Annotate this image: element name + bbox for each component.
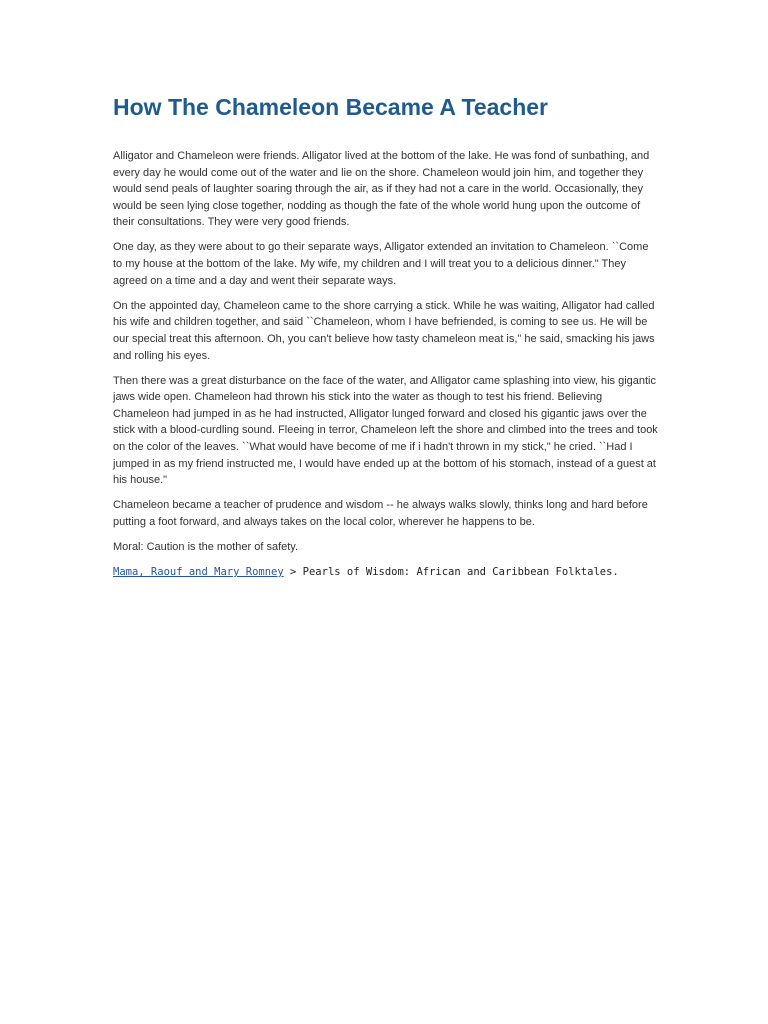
author-link[interactable]: Mama, Raouf and Mary Romney (113, 566, 284, 579)
article (113, 92, 658, 580)
paragraph-4: Then there was a great disturbance on the face of the water, and Alligator came splashing into view, his gigantic jaws wide open. Chameleon had thrown his stick into the water as though to test his friend. Believing Chameleon had jumped in as he had instructed, Alligator lunged forward and closed his gigantic jaws over the stick with a blood-curdling sound. Fleeing in terror, Chameleon left the shore and climbed into the trees and took on the color of the leaves. ``What would have become of me if i hadn't thrown in my stick," he cried. ``Had I jumped in as my friend instructed me, I would have ended up at the bottom of his stomach, instead of a guest at his house." (113, 374, 658, 487)
paragraph-3: On the appointed day, Chameleon came to the shore carrying a stick. While he was waiting, Alligator had called his wife and children together, and said ``Chameleon, whom I have befriended, is coming to see us. He will be our special treat this afternoon. Oh, you can't believe how tasty chameleon meat is," he said, smacking his jaws and rolling his eyes. (113, 299, 655, 362)
paragraph-2: One day, as they were about to go their separate ways, Alligator extended an invitation to Chameleon. ``Come to my house at the bottom of the lake. My wife, my children and I will treat you to a delicious dinner." They agreed on a time and a day and went their separate ways. (113, 241, 649, 287)
paragraph-1: Alligator and Chameleon were friends. Alligator lived at the bottom of the lake. He was fond of sunbathing, and every day he would come out of the water and lie on the shore. Chameleon would join him, and together they would send peals of laughter soaring through the air, as if they had not a care in the world. Occasionally, they would be seen lying close together, nodding as though the fate of the whole world hung upon the outcome of their consultations. They were very good friends. (113, 150, 650, 229)
source-title: > Pearls of Wisdom: African and Caribbean Folktales. (283, 566, 619, 579)
moral: Moral: Caution is the mother of safety. (113, 540, 299, 553)
source-citation (113, 564, 658, 580)
article-title: How The Chameleon Became A Teacher (113, 94, 549, 120)
paragraph-5: Chameleon became a teacher of prudence and wisdom -- he always walks slowly, thinks long and hard before putting a foot forward, and always takes on the local color, wherever he happens to be. (113, 499, 648, 528)
